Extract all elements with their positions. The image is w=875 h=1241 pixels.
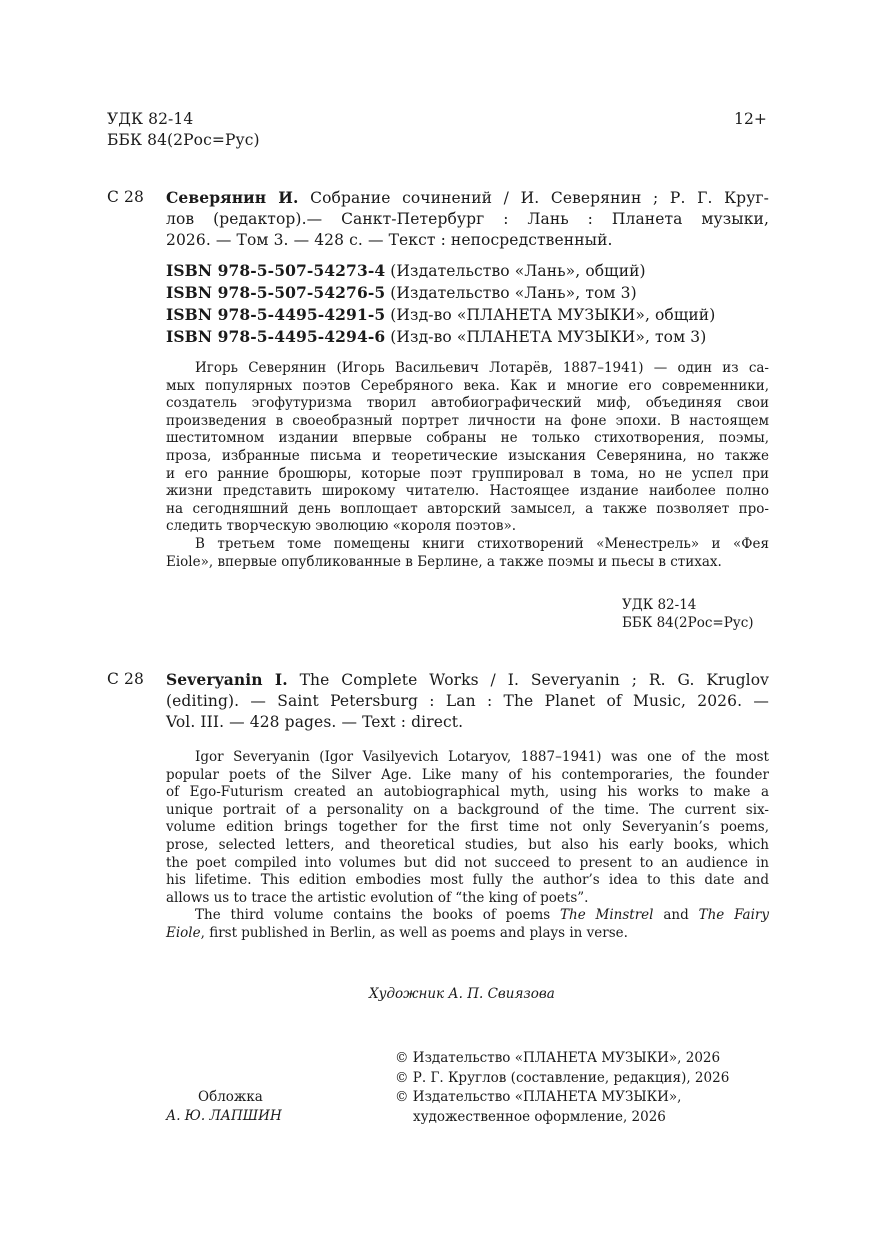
en-abstract-p2-line-1: The third volume contains the books of poems The Minstrel and The Fairy [195,907,769,924]
copyright-line: © Издательство «ПЛАНЕТА МУЗЫКИ», [395,1089,682,1106]
isbn-line: ISBN 978-5-507-54276-5 (Издательство «Лань», том 3) [166,283,637,302]
en-entry [166,669,769,733]
ru-abstract: Игорь Северянин (Игорь Васильевич Лотарёв, 1887–1941) — один из са- мых популярных поэтов Серебряного века. Как и многие его современники, создатель эгофутуризма творил автобиографический миф, объединяя свои произведения в своеобразный портрет личности на фоне эпохи. В настоящем шеститомном издании впервые собраны не только стихотворения, поэмы, проза, избранные письма и теоретические изыскания Северянина, но также и его ранние брошюры, которые поэт группировал в тома, но не успел при жизни представить широкому читателю. Настоящее издание наиболее полно на сегодняшний день воплощает авторский замысел, а также позволяет про- следить творческую эволюцию «короля поэтов». В третьем томе помещены книги стихотворений «Менестрель» и «Фея Eiole», впервые опубликованные в Берлине, а также поэмы и пьесы в стихах. [166,360,769,570]
en-entry-line-1: Severyanin I. The Complete Works / I. Severyanin ; R. G. Kruglov [166,670,769,689]
ru-entry-line-3: 2026. — Том 3. — 428 с. — Текст : непосредственный. [166,231,613,249]
ru-entry [166,187,769,251]
header-udk: УДК 82-14 [107,110,194,128]
isbn-line: ISBN 978-5-507-54273-4 (Издательство «Лань», общий) [166,261,646,280]
artist-credit: Художник А. П. Свиязова [369,986,555,1002]
en-entry-line-3: Vol. III. — 428 pages. — Text : direct. [166,713,464,731]
header-bbk: ББК 84(2Рос=Рус) [107,131,260,149]
isbn-line: ISBN 978-5-4495-4291-5 (Изд-во «ПЛАНЕТА МУЗЫКИ», общий) [166,305,716,324]
ru-footer-udk: УДК 82-14 [622,597,697,613]
isbn-list [166,260,715,348]
cover-label: Обложка [198,1089,263,1105]
copyright-block [395,1050,729,1126]
en-author: Severyanin I. [166,670,288,689]
ru-author: Северянин И. [166,188,299,207]
copyright-line: © Р. Г. Круглов (составление, редакция), 2026 [395,1069,730,1086]
copyright-line: © Издательство «ПЛАНЕТА МУЗЫКИ», 2026 [395,1050,721,1066]
age-rating: 12+ [734,110,768,128]
en-index: С 28 [107,670,144,688]
ru-index: С 28 [107,188,144,206]
ru-entry-line-1: Северянин И. Собрание сочинений / И. Северянин ; Р. Г. Круг- [166,188,769,207]
ru-footer-bbk: ББК 84(2Рос=Рус) [622,615,754,631]
isbn-line: ISBN 978-5-4495-4294-6 (Изд-во «ПЛАНЕТА МУЗЫКИ», том 3) [166,327,707,346]
en-abstract: Igor Severyanin (Igor Vasilyevich Lotaryov, 1887–1941) was one of the most popular poets of the Silver Age. Like many of his contemporaries, the founder of Ego-Futurism created an autobiographical myth, using his works to make a unique portrait of a personality on a background of the time. The current six- volume edition brings together for the first time not only Severyanin’s poems, prose, selected letters, and theoretical studies, but also his early books, which the poet compiled into volumes but did not succeed to present to an audience in his lifetime. This edition embodies most fully the author’s idea to this date and allows us to trace the artistic evolution of “the king of poets”. The third volume contains the books of poems The Minstrel and The Fairy Eiole, first published in Berlin, as well as poems and plays in verse. [166,749,769,941]
cover-name: А. Ю. ЛАПШИН [166,1108,282,1124]
en-entry-line-2: (editing). — Saint Petersburg : Lan : The Planet of Music, 2026. — [166,692,769,710]
ru-entry-line-2: лов (редактор).— Санкт-Петербург : Лань : Планета музыки, [166,210,769,228]
copyright-line: художественное оформление, 2026 [413,1108,666,1125]
en-abstract-p2-line-2: Eiole, first published in Berlin, as well as poems and plays in verse. [166,924,628,941]
